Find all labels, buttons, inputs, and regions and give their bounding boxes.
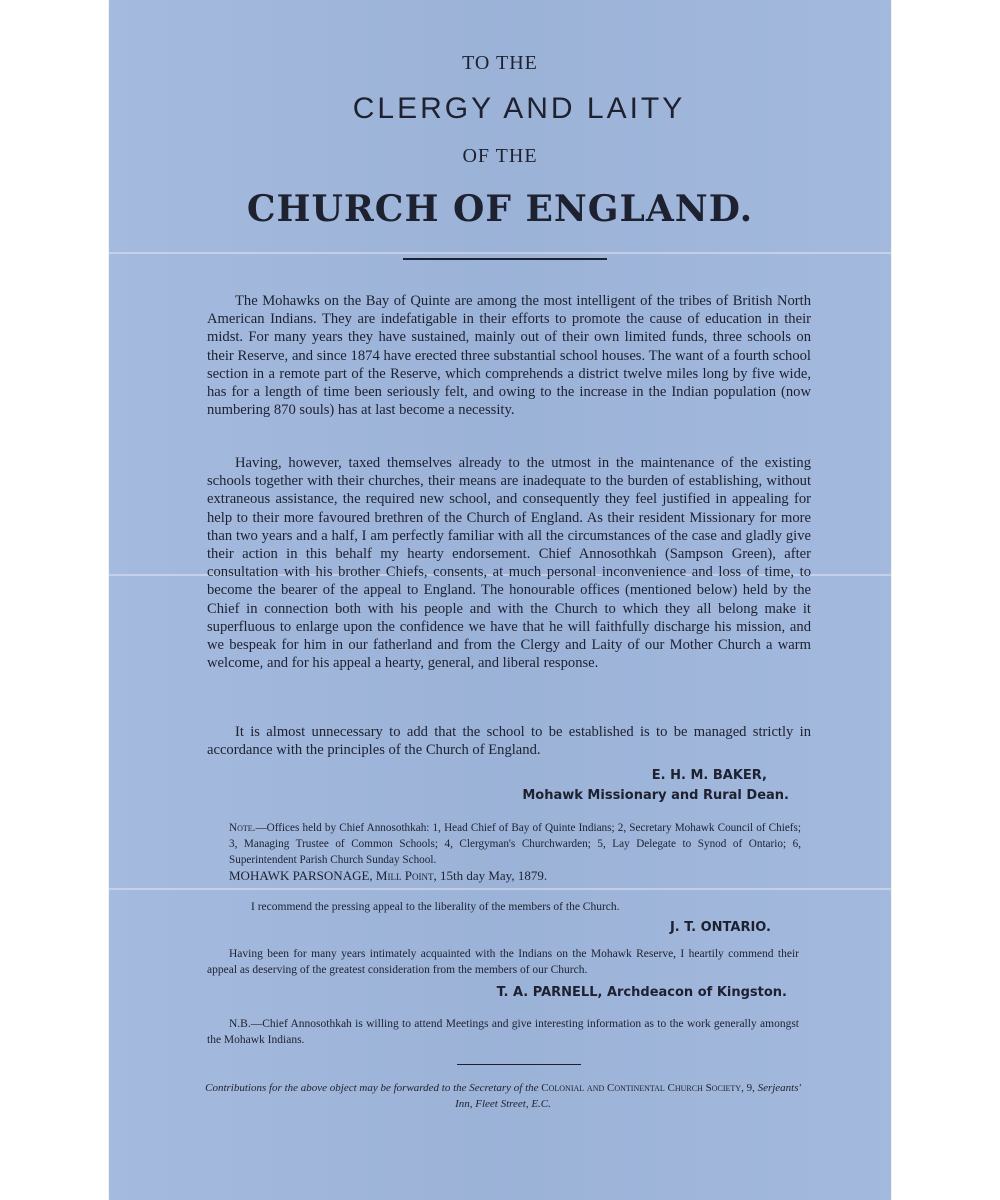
note-offices	[229, 820, 801, 868]
heading-divider	[403, 258, 607, 260]
footer-divider	[457, 1064, 581, 1065]
heading-to-the: TO THE	[462, 52, 538, 74]
heading-church-of-england: CHURCH OF ENGLAND.	[246, 188, 754, 230]
nb-note: N.B.—Chief Annosothkah is willing to attend Meetings and give interesting information as to the work generally amongst the Mohawk Indians.	[207, 1018, 799, 1046]
dateline-place: MOHAWK PARSONAGE,	[229, 868, 373, 883]
recommendation-ontario-text: I recommend the pressing appeal to the liberality of the members of the Church.	[251, 901, 620, 913]
broadside-sheet	[109, 0, 891, 1200]
footer-address: Serjeants' Inn, Fleet Street, E.C.	[455, 1082, 801, 1110]
heading-clergy-and-laity: CLERGY AND LAITY	[352, 92, 686, 125]
signature-ontario: J. T. ONTARIO.	[669, 920, 771, 935]
body-paragraph-3: It is almost unnecessary to add that the school to be established is to be managed strictly in accordance with the principles of the Church of England.	[207, 724, 811, 759]
footer-society: Colonial and Continental Church Society,	[541, 1082, 744, 1094]
paper-fold	[109, 252, 891, 254]
recommendation-parnell-text: Having been for many years intimately acquainted with the Indians on the Mohawk Reserve, I heartily commend their appeal as deserving of the greatest consideration from the members of our Church.	[207, 948, 799, 976]
signature-baker-name: E. H. M. BAKER,	[651, 768, 767, 783]
dateline-place2: Mill Point,	[375, 868, 437, 883]
dateline-date: 15th day May, 1879.	[439, 868, 548, 883]
signature-baker-title: Mohawk Missionary and Rural Dean.	[522, 788, 789, 803]
paper-fold	[109, 888, 891, 890]
footer-text-1: Contributions for the above object may be forwarded to the Secretary of the	[205, 1082, 539, 1094]
footer-contributions	[203, 1080, 803, 1112]
signature-parnell: T. A. PARNELL, Archdeacon of Kingston.	[496, 985, 787, 1000]
note-text: —Offices held by Chief Annosothkah: 1, Head Chief of Bay of Quinte Indians; 2, Secretary Mohawk Council of Chiefs; 3, Managing Trustee of Common Schools; 4, Clergyman's Churchwarden; 5, Lay Delegate to Synod of Ontario; 6, Superintendent Parish Church Sunday School.	[229, 822, 801, 866]
heading-of-the: OF THE	[462, 145, 538, 167]
footer-number: 9,	[746, 1082, 755, 1094]
body-paragraph-2: Having, however, taxed themselves already to the utmost in the maintenance of the existing schools together with their churches, their means are inadequate to the burden of establishing, without extraneous assistance, the required new school, and consequently they feel justified in appealing for help to their more favoured brethren of the Church of England. As their resident Missionary for more than two years and a half, I am perfectly familiar with all the circumstances of the case and gladly give their action in this behalf my hearty endorsement. Chief Annosothkah (Sampson Green), after consultation with his brother Chiefs, consents, at much personal inconvenience and loss of time, to become the bearer of the appeal to England. The honourable offices (mentioned below) held by the Chief in connection both with his people and with the Church to which they all belong make it superfluous to enlarge upon the confidence we have that he will faithfully discharge his mission, and we bespeak for him in our fatherland and from the Clergy and Laity of our Mother Church a warm welcome, and for his appeal a hearty, general, and liberal response.	[207, 455, 811, 672]
dateline	[229, 868, 547, 884]
note-label: Note.	[229, 822, 256, 834]
body-paragraph-1: The Mohawks on the Bay of Quinte are among the most intelligent of the tribes of British North American Indians. They are indefatigable in their efforts to promote the cause of education in their midst. For many years they have sustained, mainly out of their own limited funds, three schools on their Reserve, and since 1874 have erected three substantial school houses. The want of a fourth school section in a remote part of the Reserve, which comprehends a district twelve miles long by five wide, has for a length of time been seriously felt, and owing to the increase in the Indian population (now numbering 870 souls) has at last become a necessity.	[207, 293, 811, 419]
